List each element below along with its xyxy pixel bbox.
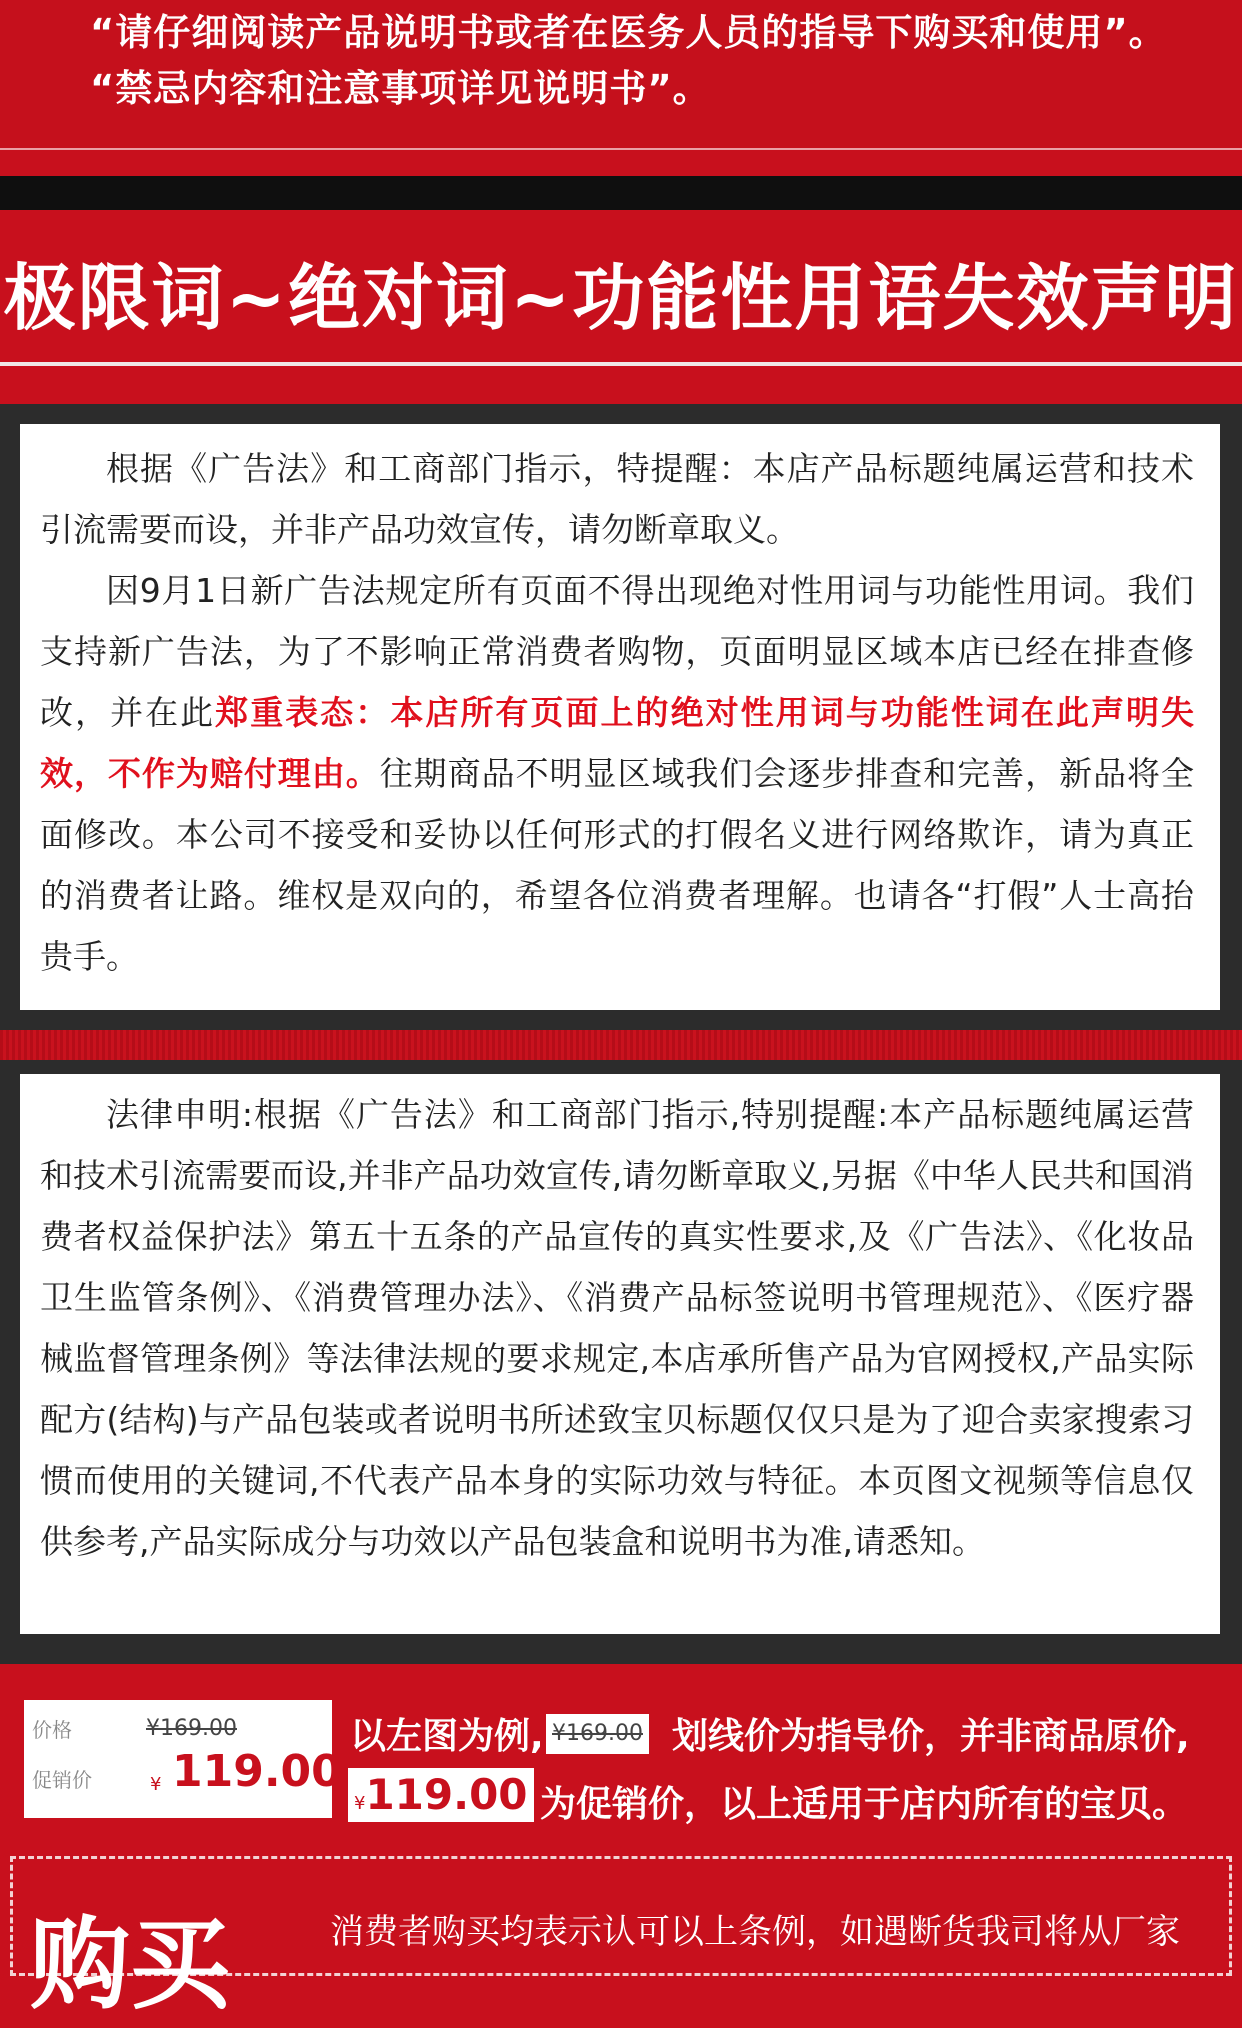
- notice-line-1: “请仔细阅读产品说明书或者在医务人员的指导下购买和使用”。: [90, 11, 1167, 54]
- black-band: [0, 176, 1242, 210]
- inline-strike-price: ¥169.00: [546, 1714, 649, 1754]
- price-label: 价格: [32, 1718, 72, 1742]
- purchase-text: 消费者购买均表示认可以上条例，如遇断货我司将从厂家: [330, 1912, 1180, 1952]
- purchase-heading: 购买: [30, 1906, 230, 2023]
- price-note-1: 以左图为例,: [350, 1716, 544, 1757]
- price-note-3: 为促销价，以上适用于店内所有的宝贝。: [540, 1784, 1189, 1825]
- statement-text: 往期商品不明显区域我们会逐步排查和完善，新品将全面修改。本公司不接受和妥协以任何形式的打假名义进行网络欺诈，请为真正的消费者让路。维权是双向的，希望各位消费者理解。也请各“打假”人士高抬贵手。: [40, 754, 1195, 976]
- yen-symbol: ¥: [354, 1793, 366, 1814]
- yen-symbol: ¥: [150, 1774, 162, 1795]
- spacer: [0, 366, 1242, 404]
- page-title: 极限词~绝对词~功能性用语失效声明: [3, 256, 1239, 340]
- statement-highlight: 郑重表态：本店所有页面上的绝对性用词与功能性词在此声明失效，不作为赔付理由。: [40, 693, 1194, 793]
- inline-promo-value: 119.00: [365, 1770, 528, 1819]
- statement-paragraph-1: 根据《广告法》和工商部门指示，特提醒：本店产品标题纯属运营和技术引流需要而设，并非产品功效宣传，请勿断章取义。: [40, 449, 1194, 549]
- promo-price: 119.00: [172, 1746, 342, 1797]
- legal-box: [20, 1074, 1220, 1634]
- legal-paragraph: 法律申明:根据《广告法》和工商部门指示,特别提醒:本产品标题纯属运营和技术引流需要而设,并非产品功效宣传,请勿断章取义,另据《中华人民共和国消费者权益保护法》第五十五条的产品宣传的真实性要求,及《广告法》、《化妆品卫生监管条例》、《消费管理办法》、《消费产品标签说明书管理规范》、《医疗器械监督管理条例》等法律法规的要求规定,本店承所售产品为官网授权,产品实际配方(结构)与产品包装或者说明书所述致宝贝标题仅仅只是为了迎合卖家搜索习惯而使用的关键词,不代表产品本身的实际功效与特征。本页图文视频等信息仅供参考,产品实际成分与功效以产品包装盒和说明书为准,请悉知。: [40, 1095, 1194, 1561]
- notice-line-2: “禁忌内容和注意事项详见说明书”。: [90, 67, 711, 110]
- promo-label: 促销价: [32, 1768, 92, 1792]
- stripe-separator: [0, 1030, 1242, 1060]
- statement-paragraph-2: [20, 560, 1220, 987]
- price-example-card: [24, 1700, 342, 1818]
- statement-text: 因9月1日新广告法规定所有页面不得出现绝对性用词与功能性用词。我们支持新广告法，为了不影响正常消费者购物，页面明显区域本店已经在排查修改，并在此: [40, 571, 1194, 732]
- inline-promo-price: [348, 1768, 534, 1822]
- strike-price: ¥169.00: [146, 1716, 237, 1741]
- divider: [0, 148, 1242, 150]
- price-note-2: 划线价为指导价，并非商品原价,: [672, 1716, 1190, 1757]
- statement-box: [20, 424, 1220, 1010]
